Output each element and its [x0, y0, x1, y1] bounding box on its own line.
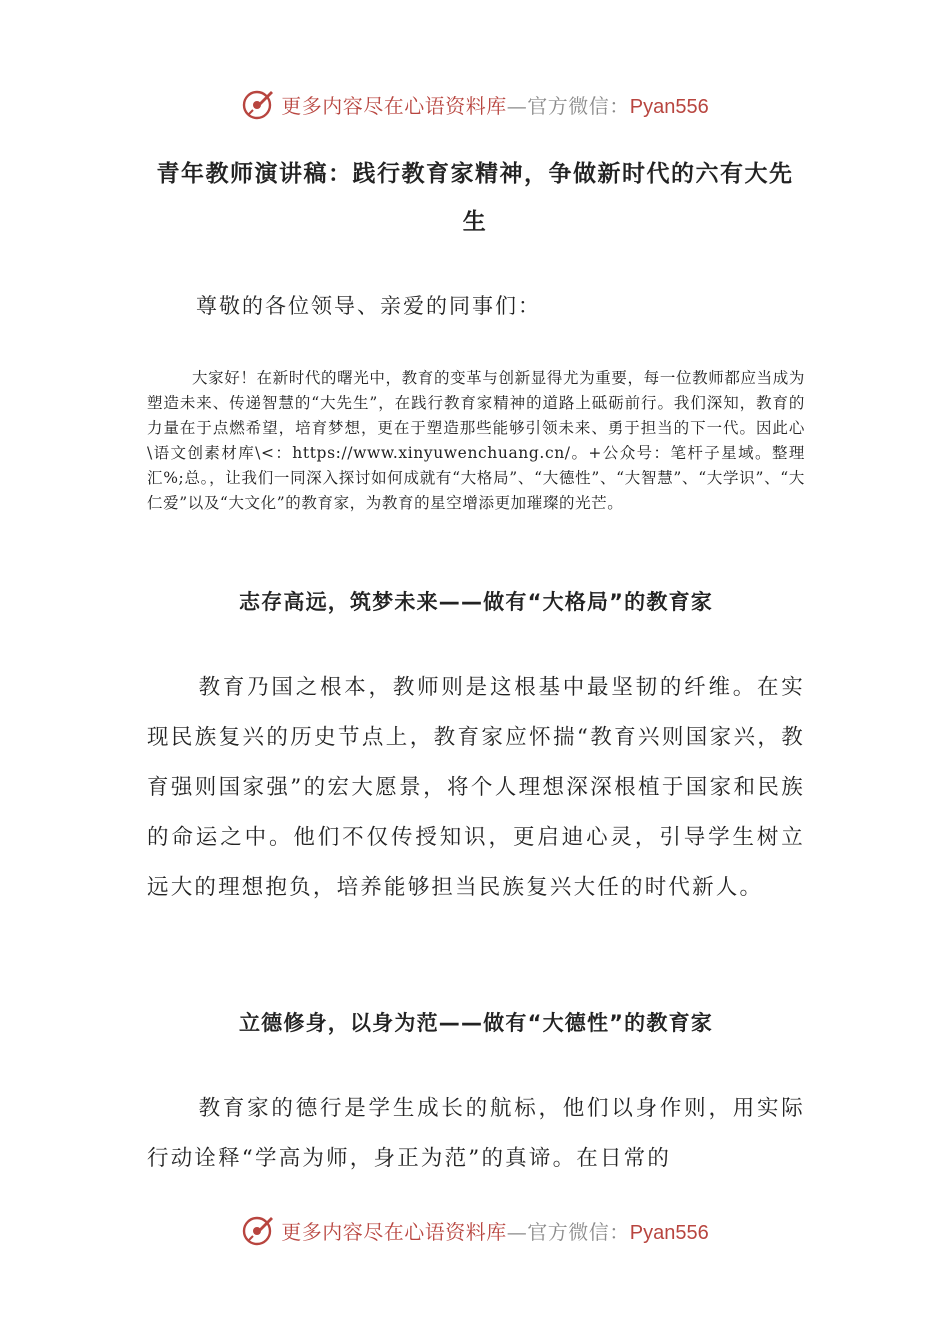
- watermark-handle-text: Pyan556: [629, 1221, 709, 1244]
- watermark-text: [281, 90, 708, 119]
- intro-paragraph: 大家好！在新时代的曙光中，教育的变革与创新显得尤为重要，每一位教师都应当成为塑造未来、传递智慧的“大先生”，在践行教育家精神的道路上砥砺前行。我们深知，教育的力量在于点燃希望，培育梦想，更在于塑造那些能够引领未来、勇于担当的下一代。因此心\语文创素材库\<：https://www.xinyuwenchuang.cn/。+公众号：笔杆子星域。整理汇%;总。，让我们一同深入探讨如何成就有“大格局”、“大德性”、“大智慧”、“大学识”、“大仁爱”以及“大文化”的教育家，为教育的星空增添更加璀璨的光芒。: [147, 369, 805, 512]
- section-heading-1: 志存高远，筑梦未来——做有“大格局”的教育家: [238, 590, 713, 614]
- watermark-text: [281, 1216, 708, 1245]
- watermark-handle-text: Pyan556: [629, 95, 709, 118]
- footer-watermark-banner: [0, 1210, 950, 1250]
- section-body-1: 教育乃国之根本，教师则是这根基中最坚韧的纤维。在实现民族复兴的历史节点上，教育家应怀揣“教育兴则国家兴，教育强则国家强”的宏大愿景，将个人理想深深根植于国家和民族的命运之中。他们不仅传授知识，更启迪心灵，引导学生树立远大的理想抱负，培养能够担当民族复兴大任的时代新人。: [147, 675, 805, 900]
- watermark-main-text: 更多内容尽在心语资料库: [281, 93, 507, 118]
- pen-circle-logo-icon: [241, 1213, 275, 1247]
- watermark-main-text: 更多内容尽在心语资料库: [281, 1219, 507, 1244]
- section-heading-2: 立德修身，以身为范——做有“大德性”的教育家: [238, 1011, 713, 1035]
- watermark-separator-text: —官方微信：: [506, 93, 630, 118]
- watermark-separator-text: —官方微信：: [506, 1219, 630, 1244]
- document-title: 青年教师演讲稿：践行教育家精神，争做新时代的六有大先生: [156, 161, 794, 235]
- greeting-line: 尊敬的各位领导、亲爱的同事们：: [196, 294, 541, 318]
- section-body-2: 教育家的德行是学生成长的航标，他们以身作则，用实际行动诠释“学高为师，身正为范”的真谛。在日常的: [147, 1096, 805, 1171]
- pen-circle-logo-icon: [241, 87, 275, 121]
- header-watermark-banner: [0, 84, 950, 124]
